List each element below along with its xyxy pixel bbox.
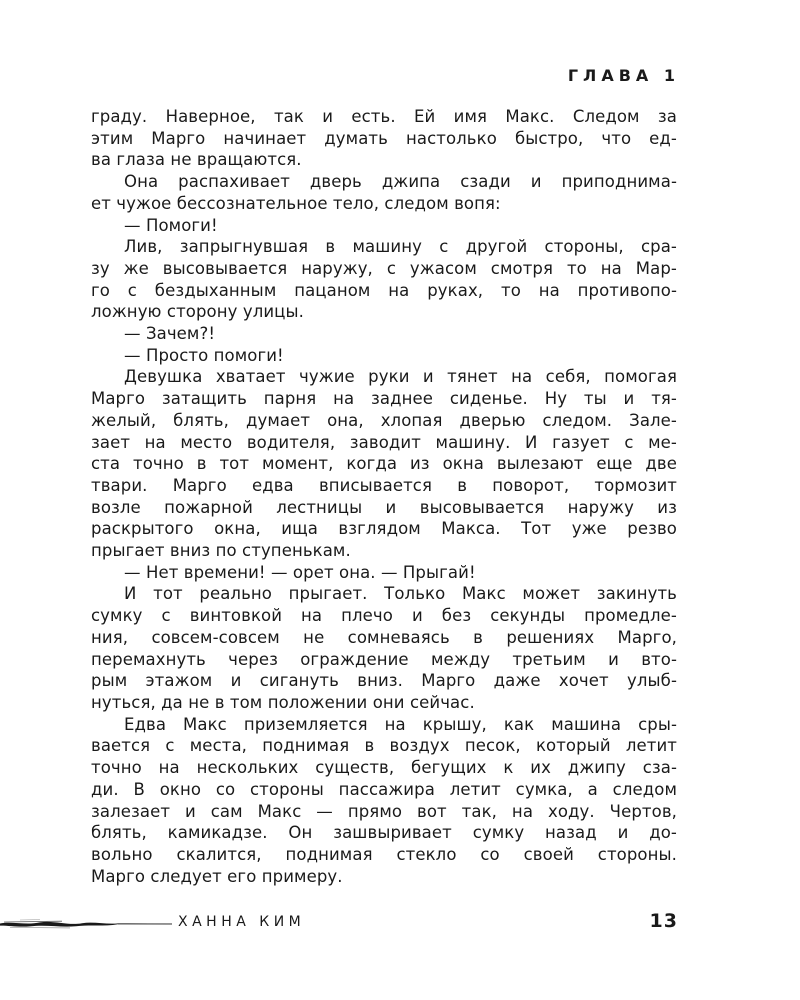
text-line: ния, совсем-совсем не сомневаясь в решениях Марго, [91,627,677,647]
text-line: — Зачем?! [124,324,216,344]
text-line: — Нет времени! — орет она. — Прыгай! [124,562,476,582]
text-line: желый, блять, думает она, хлопая дверью следом. Зале- [91,410,677,430]
text-line: — Помоги! [124,215,218,235]
text-line: нуться, да не в том положении они сейчас. [91,692,475,712]
text-line: ложную сторону улицы. [91,302,304,322]
body-text [91,106,677,887]
text-line: возле пожарной лестницы и высовывается наружу из [91,497,677,517]
text-line: вольно скалится, поднимая стекло со своей стороны. [91,844,677,864]
text-line: Лив, запрыгнувшая в машину с другой стороны, сра- [124,237,677,257]
text-line: твари. Марго едва вписывается в поворот, тормозит [91,475,677,495]
text-line: Марго следует его примеру. [91,866,343,886]
text-line: прыгает вниз по ступенькам. [91,541,351,561]
text-line: ет чужое бессознательное тело, следом вопя: [91,193,501,213]
text-line: блять, камикадзе. Он зашвыривает сумку назад и до- [91,823,677,843]
text-line: перемахнуть через ограждение между третьим и вто- [91,649,677,669]
text-line: раскрытого окна, ища взглядом Макса. Тот уже резво [91,519,677,539]
text-line: Девушка хватает чужие руки и тянет на себя, помогая [124,367,677,387]
text-line: Марго затащить парня на заднее сиденье. Ну ты и тя- [91,389,677,409]
text-line: Она распахивает дверь джипа сзади и приподнима- [124,172,677,192]
text-line: И тот реально прыгает. Только Макс может закинуть [124,584,677,604]
text-line: зу же высовывается наружу, с ужасом смотря то на Мар- [91,258,677,278]
text-line: Едва Макс приземляется на крышу, как машина сры- [124,714,677,734]
text-line: ста точно в тот момент, когда из окна вылезают еще две [91,454,677,474]
text-line: точно на нескольких существ, бегущих к их джипу сза- [91,758,677,778]
running-head-chapter: ГЛАВА 1 [567,66,680,85]
text-line: — Просто помоги! [124,345,284,365]
brush-stroke-decoration [0,916,172,930]
text-line: граду. Наверное, так и есть. Ей имя Макс. Следом за [91,107,677,126]
text-line: вается с места, поднимая в воздух песок, который летит [91,736,677,756]
text-line: зает на место водителя, заводит машину. И газует с ме- [91,432,677,452]
text-line: рым этажом и сигануть вниз. Марго даже хочет улыб- [91,671,677,691]
text-line: залезает и сам Макс — прямо вот так, на ходу. Чертов, [91,801,677,821]
text-line: ва глаза не вращаются. [91,150,302,170]
text-line: го с бездыханным пацаном на руках, то на противопо- [91,280,677,300]
page-number: 13 [649,910,678,932]
footer-author: ХАННА КИМ [178,914,306,930]
text-line: этим Марго начинает думать настолько быстро, что ед- [91,128,677,148]
text-line: ди. В окно со стороны пассажира летит сумка, а следом [91,779,677,799]
text-line: сумку с винтовкой на плечо и без секунды промедле- [91,606,677,626]
